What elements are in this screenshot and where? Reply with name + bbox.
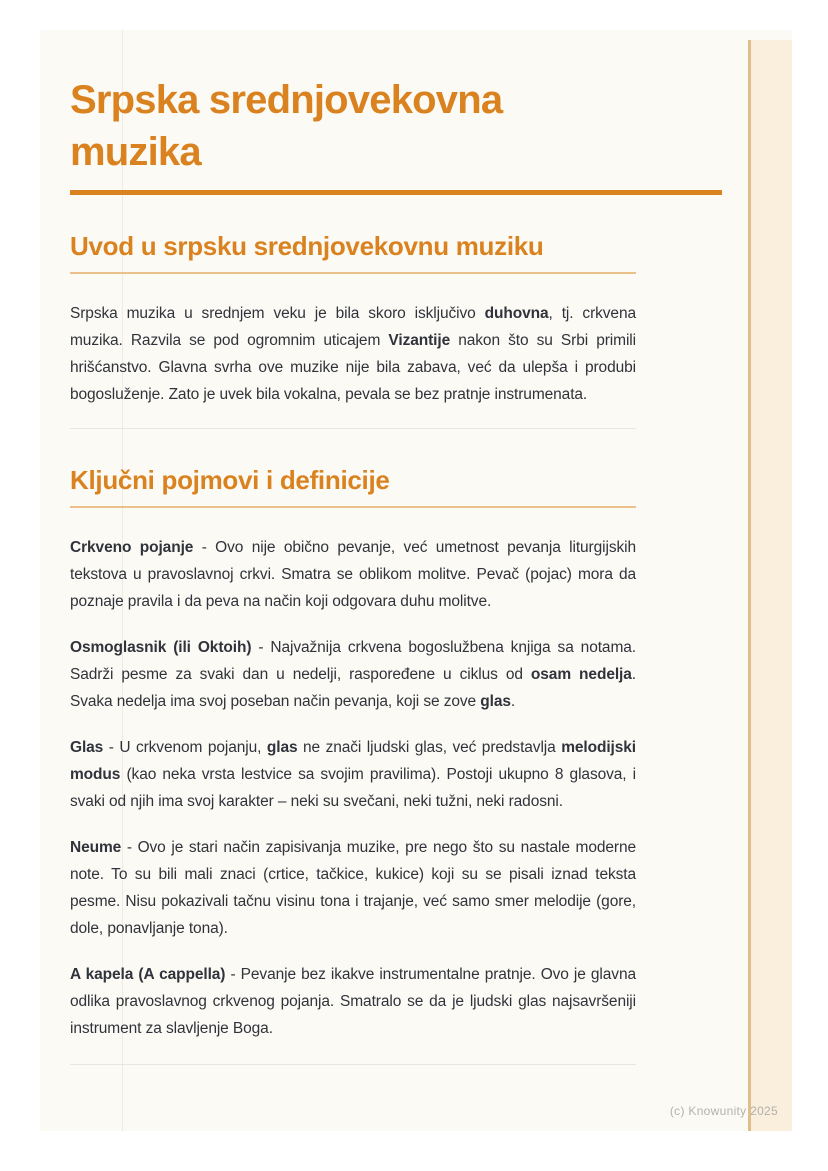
section-heading-intro: Uvod u srpsku srednjovekovnu muziku — [70, 231, 544, 261]
paragraph-a-kapela: A kapela (A cappella) - Pevanje bez ikakve instrumentalne pratnje. Ovo je glavna odlika pravoslavnog crkvenog pojanja. Smatralo se da je ljudski glas najsavršeniji instrument za slavljenje Boga. — [70, 966, 636, 1037]
title-rule — [70, 190, 722, 195]
paragraph-glas: Glas - U crkvenom pojanju, glas ne znači ljudski glas, već predstavlja melodijski modus (kao neka vrsta lestvice sa svojim pravilima). Postoji ukupno 8 glasova, i svaki od njih ima svoj karakter – neki su svečani, neki tužni, neki radosni. — [70, 739, 636, 810]
bottom-divider — [70, 1064, 636, 1065]
paragraph-crkveno-pojanje: Crkveno pojanje - Ovo nije obično pevanje, već umetnost pevanja liturgijskih tekstova u pravoslavnoj crkvi. Smatra se oblikom molitve. Pevač (pojac) mora da poznaje pravila i da peva na način koji odgovara duhu molitve. — [70, 539, 636, 610]
section-divider — [70, 428, 636, 429]
page-content — [70, 74, 636, 1065]
footer-credit: (c) Knowunity 2025 — [669, 1104, 778, 1118]
page-title: Srpska srednjovekovna muzika — [70, 78, 503, 174]
page-edge-stripe — [748, 40, 792, 1131]
heading-underline-intro — [70, 272, 636, 274]
paragraph-intro: Srpska muzika u srednjem veku je bila skoro isključivo duhovna, tj. crkvena muzika. Razvila se pod ogromnim uticajem Vizantije nakon što su Srbi primili hrišćanstvo. Glavna svrha ove muzike nije bila zabava, već da ulepša i produbi bogosluženje. Zato je uvek bila vokalna, pevala se bez pratnje instrumenata. — [70, 305, 636, 403]
section-heading-key-terms: Ključni pojmovi i definicije — [70, 465, 390, 495]
paragraph-neume: Neume - Ovo je stari način zapisivanja muzike, pre nego što su nastale moderne note. To su bili mali znaci (crtice, tačkice, kukice) koji su se pisali iznad teksta pesme. Nisu pokazivali tačnu visinu tona i trajanje, već samo smer melodije (gore, dole, ponavljanje tona). — [70, 839, 636, 937]
paragraph-osmoglasnik: Osmoglasnik (ili Oktoih) - Najvažnija crkvena bogoslužbena knjiga sa notama. Sadrži pesme za svaki dan u nedelji, raspoređene u ciklus od osam nedelja. Svaka nedelja ima svoj poseban način pevanja, koji se zove glas. — [70, 639, 636, 710]
heading-underline-key-terms — [70, 506, 636, 508]
section-intro — [70, 231, 636, 429]
document-page — [40, 30, 792, 1131]
section-key-terms — [70, 465, 636, 1065]
